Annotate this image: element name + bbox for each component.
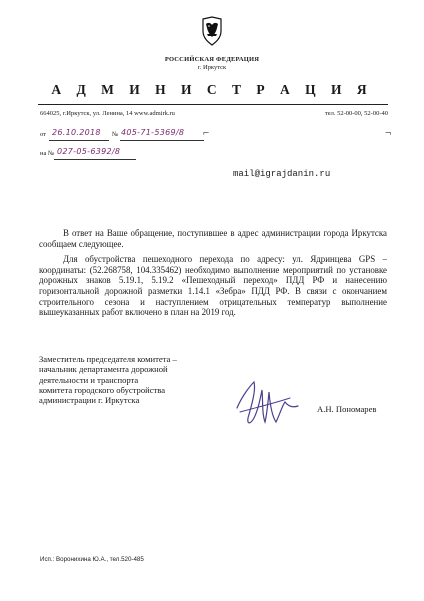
bracket-top-left: ⌐ <box>203 127 210 139</box>
body-paragraph-2: Для обустройства пешеходного перехода по адресу: ул. Ядринцева GPS – координаты: (52.268758, 104.335462) необходимо выполнение мероприятий по установке дорожных знаков 5.19.1, 5.19.2 «Пешеходный переход» ПДД РФ и нанесению горизонтальной дорожной разметки 1.14.1 «Зебра» ПДД РФ. В связи с окончанием строительного сезона и наступлением отрицательных температур выполнение вышеуказанных работ включено в план на 2019 год. <box>39 254 387 318</box>
signer-line-5: администрации г. Иркутска <box>39 395 140 406</box>
address-line: 664025, г.Иркутск, ул. Ленина, 14 www.admirk.ru <box>40 110 175 117</box>
reference-number: 027-05-6392/8 <box>57 147 121 156</box>
executor-line: Исп.: Воронихина Ю.А., тел.520-485 <box>40 556 144 563</box>
signer-line-1: Заместитель председателя комитета – <box>39 354 177 364</box>
outgoing-number-label: № <box>112 131 119 138</box>
outgoing-number: 405-71-5369/8 <box>121 128 185 137</box>
signer-position <box>39 354 177 405</box>
letter-body <box>39 228 387 318</box>
recipient-email: mail@igrajdanin.ru <box>233 169 331 179</box>
handwritten-signature <box>232 378 302 430</box>
reference-underline <box>54 159 136 160</box>
date-underline <box>49 140 109 141</box>
reference-label: на № <box>40 150 55 157</box>
bracket-top-right: ¬ <box>385 127 392 139</box>
outgoing-date: 26.10.2018 <box>52 128 101 137</box>
date-label: от <box>40 131 47 138</box>
body-paragraph-1: В ответ на Ваше обращение, поступившее в адрес администрации города Иркутска сообщаем следующее. <box>39 228 387 249</box>
number-underline <box>120 140 204 141</box>
coat-of-arms-icon <box>199 16 225 46</box>
federation-heading: РОССИЙСКАЯ ФЕДЕРАЦИЯ <box>164 56 260 63</box>
phone-line: тел. 52-00-00, 52-00-40 <box>324 110 388 117</box>
city-heading: г. Иркутск <box>197 64 227 71</box>
header-rule <box>38 104 388 105</box>
administration-title: А Д М И Н И С Т Р А Ц И Я <box>51 82 373 97</box>
signer-name: А.Н. Пономарев <box>317 404 377 414</box>
signer-line-2: начальник департамента дорожной <box>39 364 168 375</box>
signer-line-3: деятельности и транспорта <box>39 374 139 385</box>
signer-line-4: комитета городского обустройства <box>39 384 166 395</box>
